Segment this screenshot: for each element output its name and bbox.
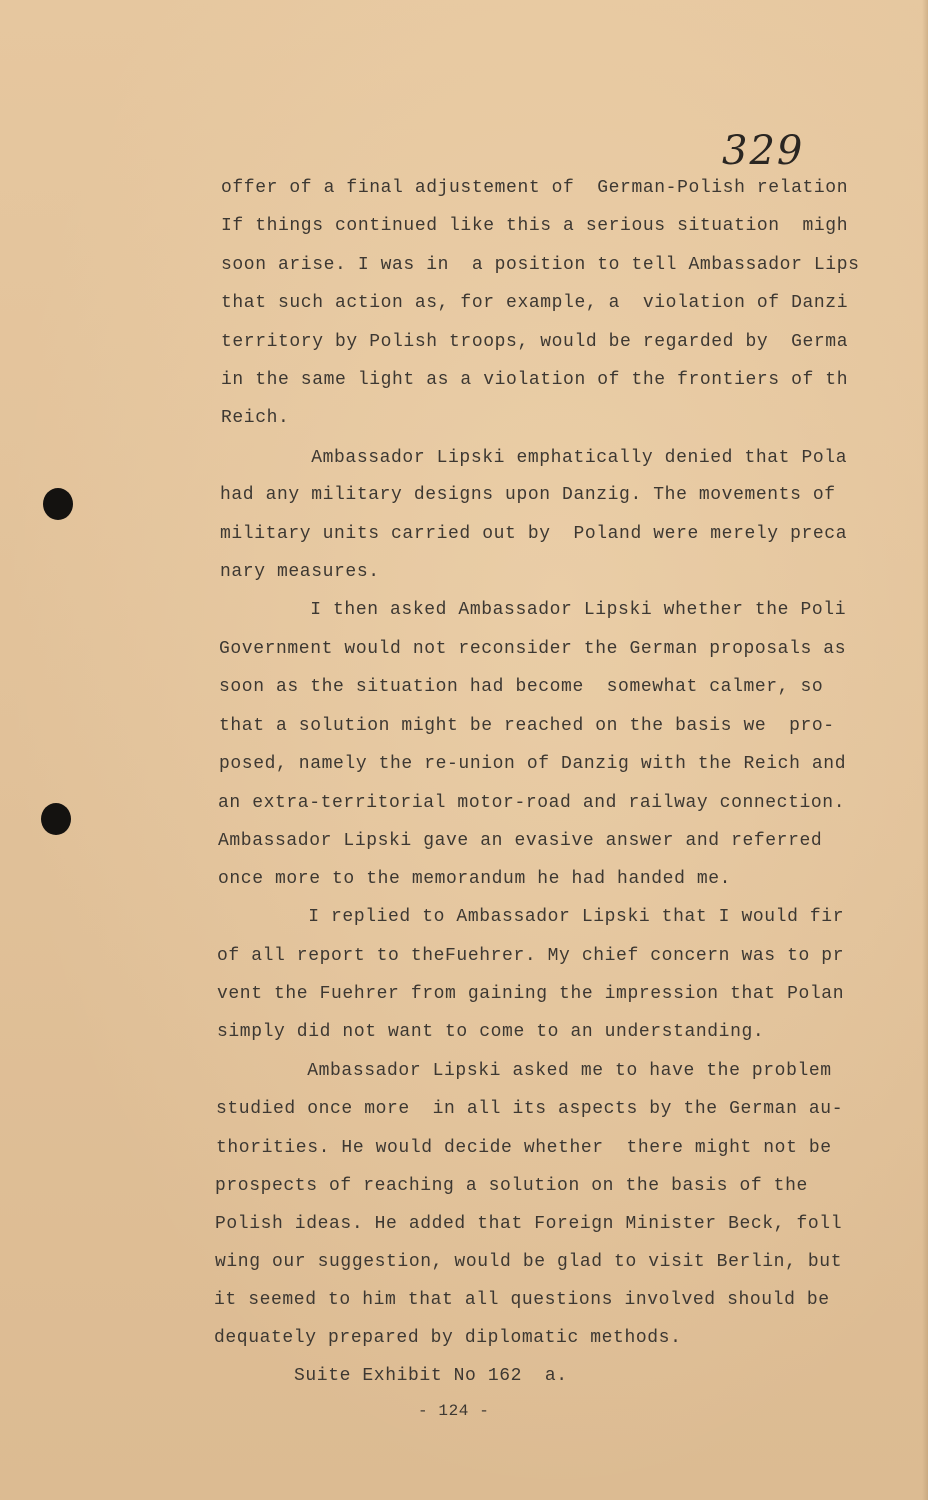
text-line: studied once more in all its aspects by the German au-: [216, 1099, 844, 1119]
text-line: in the same light as a violation of the frontiers of th: [221, 370, 849, 390]
text-line: prospects of reaching a solution on the basis of the: [215, 1176, 808, 1196]
text-line: Reich.: [221, 408, 290, 428]
text-line: Ambassador Lipski gave an evasive answer and referred: [218, 831, 823, 851]
text-line: simply did not want to come to an understanding.: [217, 1022, 765, 1042]
text-line: Ambassador Lipski asked me to have the problem: [216, 1061, 832, 1081]
handwritten-page-number: 329: [722, 128, 805, 174]
footer-page-number: - 124 -: [418, 1402, 490, 1420]
text-line: soon as the situation had become somewhat calmer, so: [219, 677, 824, 697]
punch-hole-icon: [41, 803, 71, 835]
text-line: Polish ideas. He added that Foreign Minister Beck, foll: [215, 1214, 843, 1234]
text-line: posed, namely the re-union of Danzig with the Reich and: [219, 754, 847, 774]
text-line: Ambassador Lipski emphatically denied that Pola: [220, 448, 848, 468]
text-line: it seemed to him that all questions involved should be: [214, 1290, 830, 1310]
text-line: dequately prepared by diplomatic methods.: [214, 1328, 682, 1348]
text-line: I replied to Ambassador Lipski that I would fir: [217, 907, 845, 927]
text-line: territory by Polish troops, would be regarded by Germa: [221, 332, 849, 352]
text-line: If things continued like this a serious situation migh: [221, 216, 849, 236]
punch-hole-icon: [43, 488, 73, 520]
text-line: vent the Fuehrer from gaining the impression that Polan: [217, 984, 845, 1004]
text-line: nary measures.: [220, 562, 380, 582]
text-line: an extra-territorial motor-road and railway connection.: [218, 793, 846, 813]
text-line: that such action as, for example, a violation of Danzi: [221, 293, 849, 313]
text-line: of all report to theFuehrer. My chief concern was to pr: [217, 946, 845, 966]
text-line: I then asked Ambassador Lipski whether the Poli: [219, 600, 847, 620]
text-line: offer of a final adjustement of German-Polish relation: [221, 178, 849, 198]
exhibit-label: Suite Exhibit No 162 a.: [294, 1366, 568, 1386]
text-line: Government would not reconsider the German proposals as: [219, 639, 847, 659]
text-line: had any military designs upon Danzig. The movements of: [220, 485, 836, 505]
text-line: wing our suggestion, would be glad to visit Berlin, but: [215, 1252, 843, 1272]
text-line: soon arise. I was in a position to tell Ambassador Lips: [221, 255, 860, 275]
text-line: once more to the memorandum he had handed me.: [218, 869, 732, 889]
text-line: military units carried out by Poland were merely preca: [220, 524, 848, 544]
text-line: that a solution might be reached on the basis we pro-: [219, 716, 835, 736]
text-line: thorities. He would decide whether there might not be: [216, 1138, 832, 1158]
